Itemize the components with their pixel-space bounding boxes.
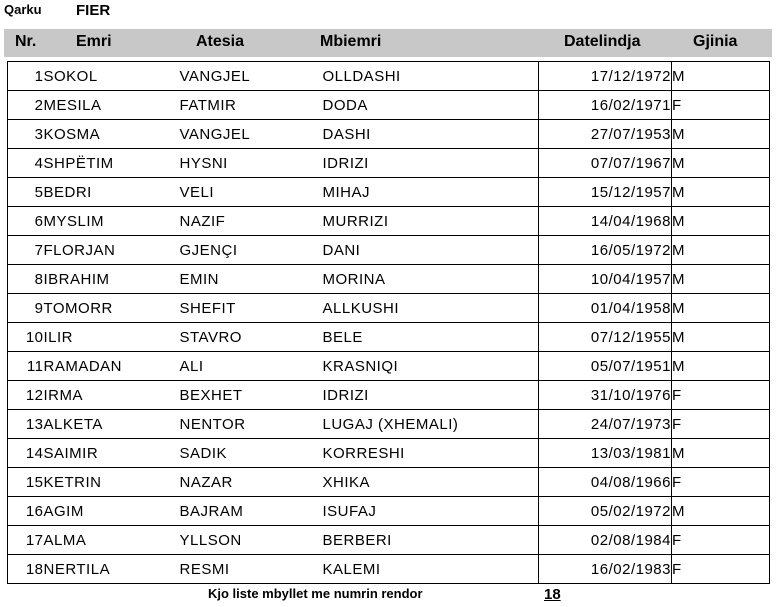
footer-count: 18 — [544, 586, 561, 603]
cell-emri: SHPËTIM — [44, 149, 180, 178]
header-mbiemri: Mbiemri — [320, 33, 382, 50]
cell-atesia: RESMI — [180, 555, 323, 584]
table-row — [8, 120, 770, 149]
cell-emri: MESILA — [44, 91, 180, 120]
cell-mbiemri: ISUFAJ — [323, 497, 539, 526]
cell-mbiemri: DODA — [323, 91, 539, 120]
cell-datelindja: 24/07/1973 — [539, 410, 672, 439]
qarku-label: Qarku — [4, 2, 42, 17]
cell-datelindja: 07/12/1955 — [539, 323, 672, 352]
cell-gjinia: F — [672, 555, 770, 584]
cell-nr: 15 — [8, 468, 44, 497]
table-row — [8, 294, 770, 323]
cell-mbiemri: DASHI — [323, 120, 539, 149]
cell-emri: KOSMA — [44, 120, 180, 149]
cell-emri: MYSLIM — [44, 207, 180, 236]
cell-datelindja: 27/07/1953 — [539, 120, 672, 149]
cell-nr: 10 — [8, 323, 44, 352]
cell-emri: IRMA — [44, 381, 180, 410]
cell-gjinia: M — [672, 497, 770, 526]
cell-atesia: SHEFIT — [180, 294, 323, 323]
cell-datelindja: 17/12/1972 — [539, 62, 672, 91]
table-row — [8, 62, 770, 91]
cell-mbiemri: ALLKUSHI — [323, 294, 539, 323]
cell-gjinia: M — [672, 265, 770, 294]
cell-nr: 5 — [8, 178, 44, 207]
cell-datelindja: 14/04/1968 — [539, 207, 672, 236]
cell-emri: ALMA — [44, 526, 180, 555]
table-row — [8, 468, 770, 497]
table-row — [8, 352, 770, 381]
cell-mbiemri: XHIKA — [323, 468, 539, 497]
cell-gjinia: M — [672, 178, 770, 207]
cell-datelindja: 15/12/1957 — [539, 178, 672, 207]
cell-gjinia: F — [672, 410, 770, 439]
table-row — [8, 381, 770, 410]
cell-atesia: YLLSON — [180, 526, 323, 555]
cell-mbiemri: KORRESHI — [323, 439, 539, 468]
table-row — [8, 526, 770, 555]
cell-gjinia: M — [672, 439, 770, 468]
cell-nr: 18 — [8, 555, 44, 584]
cell-gjinia: M — [672, 236, 770, 265]
cell-gjinia: M — [672, 120, 770, 149]
candidate-table — [7, 61, 770, 584]
cell-mbiemri: OLLDASHI — [323, 62, 539, 91]
cell-datelindja: 05/07/1951 — [539, 352, 672, 381]
cell-mbiemri: KRASNIQI — [323, 352, 539, 381]
cell-nr: 7 — [8, 236, 44, 265]
cell-nr: 12 — [8, 381, 44, 410]
cell-mbiemri: MURRIZI — [323, 207, 539, 236]
cell-atesia: BAJRAM — [180, 497, 323, 526]
cell-mbiemri: IDRIZI — [323, 381, 539, 410]
cell-emri: NERTILA — [44, 555, 180, 584]
cell-mbiemri: DANI — [323, 236, 539, 265]
cell-mbiemri: MIHAJ — [323, 178, 539, 207]
cell-atesia: NAZAR — [180, 468, 323, 497]
cell-emri: KETRIN — [44, 468, 180, 497]
table-row — [8, 265, 770, 294]
cell-atesia: NAZIF — [180, 207, 323, 236]
cell-emri: FLORJAN — [44, 236, 180, 265]
table-row — [8, 149, 770, 178]
header-atesia: Atesia — [196, 33, 245, 50]
cell-atesia: STAVRO — [180, 323, 323, 352]
cell-emri: AGIM — [44, 497, 180, 526]
cell-emri: SOKOL — [44, 62, 180, 91]
cell-datelindja: 01/04/1958 — [539, 294, 672, 323]
cell-nr: 11 — [8, 352, 44, 381]
cell-nr: 17 — [8, 526, 44, 555]
cell-gjinia: F — [672, 381, 770, 410]
cell-nr: 3 — [8, 120, 44, 149]
cell-datelindja: 31/10/1976 — [539, 381, 672, 410]
cell-mbiemri: BERBERI — [323, 526, 539, 555]
cell-datelindja: 02/08/1984 — [539, 526, 672, 555]
cell-mbiemri: IDRIZI — [323, 149, 539, 178]
cell-datelindja: 10/04/1957 — [539, 265, 672, 294]
footer-text: Kjo liste mbyllet me numrin rendor — [208, 586, 423, 601]
cell-atesia: ALI — [180, 352, 323, 381]
cell-nr: 4 — [8, 149, 44, 178]
cell-emri: SAIMIR — [44, 439, 180, 468]
cell-datelindja: 16/02/1971 — [539, 91, 672, 120]
header-gjinia: Gjinia — [693, 33, 738, 50]
cell-datelindja: 05/02/1972 — [539, 497, 672, 526]
cell-nr: 13 — [8, 410, 44, 439]
cell-mbiemri: LUGAJ (XHEMALI) — [323, 410, 539, 439]
cell-nr: 8 — [8, 265, 44, 294]
cell-gjinia: M — [672, 352, 770, 381]
cell-gjinia: M — [672, 207, 770, 236]
cell-mbiemri: MORINA — [323, 265, 539, 294]
cell-gjinia: M — [672, 149, 770, 178]
cell-mbiemri: BELE — [323, 323, 539, 352]
cell-emri: RAMADAN — [44, 352, 180, 381]
cell-nr: 16 — [8, 497, 44, 526]
cell-atesia: HYSNI — [180, 149, 323, 178]
cell-atesia: EMIN — [180, 265, 323, 294]
table-row — [8, 178, 770, 207]
cell-atesia: GJENÇI — [180, 236, 323, 265]
cell-atesia: NENTOR — [180, 410, 323, 439]
cell-atesia: FATMIR — [180, 91, 323, 120]
cell-nr: 14 — [8, 439, 44, 468]
cell-nr: 2 — [8, 91, 44, 120]
cell-atesia: BEXHET — [180, 381, 323, 410]
table-row — [8, 410, 770, 439]
table-row — [8, 555, 770, 584]
cell-gjinia: F — [672, 91, 770, 120]
cell-nr: 9 — [8, 294, 44, 323]
qarku-value: FIER — [76, 2, 111, 19]
cell-datelindja: 16/05/1972 — [539, 236, 672, 265]
cell-datelindja: 16/02/1983 — [539, 555, 672, 584]
cell-nr: 1 — [8, 62, 44, 91]
cell-gjinia: F — [672, 468, 770, 497]
cell-atesia: SADIK — [180, 439, 323, 468]
table-row — [8, 323, 770, 352]
cell-emri: IBRAHIM — [44, 265, 180, 294]
table-row — [8, 236, 770, 265]
table-row — [8, 497, 770, 526]
table-header — [4, 29, 772, 57]
cell-atesia: VELI — [180, 178, 323, 207]
cell-mbiemri: KALEMI — [323, 555, 539, 584]
cell-nr: 6 — [8, 207, 44, 236]
cell-atesia: VANGJEL — [180, 120, 323, 149]
table-row — [8, 207, 770, 236]
table-row — [8, 91, 770, 120]
cell-gjinia: M — [672, 323, 770, 352]
cell-emri: BEDRI — [44, 178, 180, 207]
cell-atesia: VANGJEL — [180, 62, 323, 91]
cell-gjinia: F — [672, 526, 770, 555]
cell-emri: ALKETA — [44, 410, 180, 439]
cell-emri: TOMORR — [44, 294, 180, 323]
header-emri: Emri — [76, 33, 112, 50]
cell-gjinia: M — [672, 294, 770, 323]
cell-datelindja: 04/08/1966 — [539, 468, 672, 497]
cell-emri: ILIR — [44, 323, 180, 352]
header-nr: Nr. — [15, 33, 37, 50]
cell-datelindja: 07/07/1967 — [539, 149, 672, 178]
cell-datelindja: 13/03/1981 — [539, 439, 672, 468]
table-row — [8, 439, 770, 468]
header-datelindja: Datelindja — [564, 33, 641, 50]
cell-gjinia: M — [672, 62, 770, 91]
